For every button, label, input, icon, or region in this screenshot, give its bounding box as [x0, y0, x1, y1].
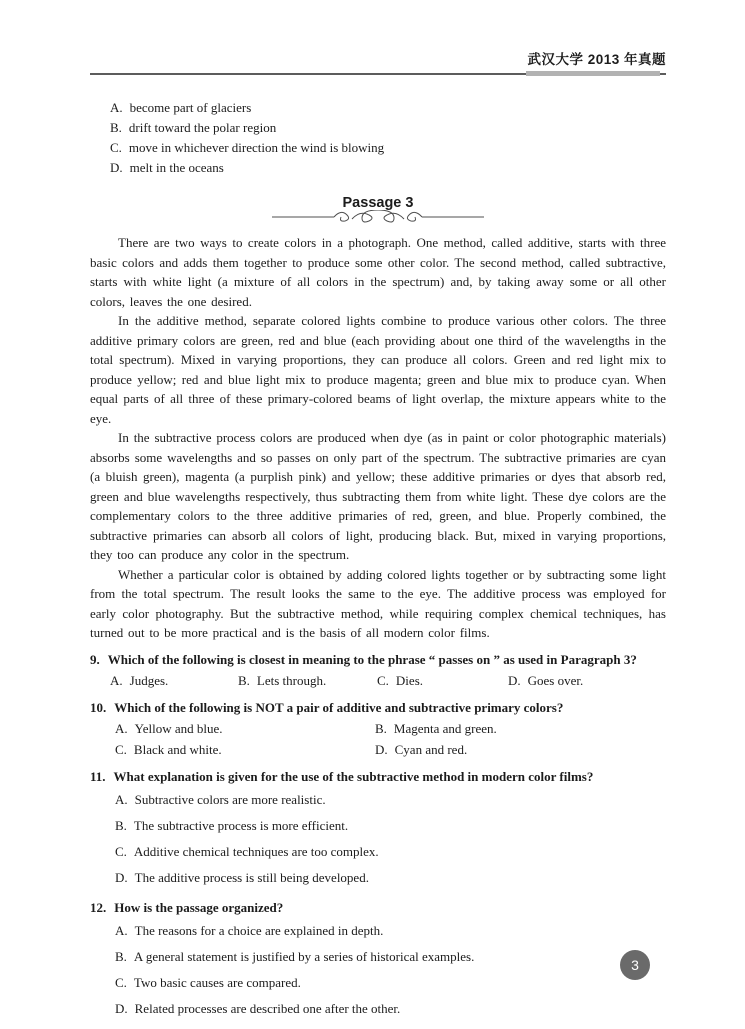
- option-b: [115, 944, 666, 970]
- question-stem: [90, 649, 666, 670]
- option-label: A.: [115, 791, 128, 807]
- option-label: D.: [508, 672, 521, 688]
- option-b: [115, 813, 666, 839]
- exam-page: [90, 48, 666, 1022]
- question-stem: [90, 697, 666, 718]
- option-d: [115, 865, 666, 891]
- question-options: [90, 718, 666, 760]
- option-line: [110, 158, 666, 178]
- question-text: Which of the following is closest in meaning to the phrase “ passes on ” as used in Paragraph 3?: [107, 651, 637, 667]
- option-text: Lets through.: [256, 672, 327, 688]
- option-text: Additive chemical techniques are too complex.: [133, 843, 379, 859]
- passage-paragraph: In the additive method, separate colored lights combine to produce various other colors. The three additive primary colors are green, red and blue (each providing about one third of the wavelengths in the total spectrum). Mixed in varying proportions, they can produce all colors. Green and red light mix to produce yellow; red and blue light mix to produce magenta; green and blue mix to produce cyan. When equal parts of all three of these primary-colored beams of light overlap, the mixture appears white to the eye.: [90, 313, 666, 426]
- question-number: 9.: [90, 651, 100, 667]
- option-label: C.: [115, 741, 127, 757]
- previous-question-options: [90, 98, 666, 178]
- option-label: C.: [115, 974, 127, 990]
- question-options: [90, 918, 666, 1022]
- option-text: Subtractive colors are more realistic.: [134, 791, 326, 807]
- option-text: The subtractive process is more efficient.: [133, 817, 349, 833]
- header-title: 武汉大学 2013 年真题: [527, 52, 666, 67]
- option-label: D.: [110, 160, 123, 175]
- option-text: melt in the oceans: [129, 160, 224, 175]
- option-text: Black and white.: [133, 741, 222, 757]
- option-b: [375, 718, 497, 739]
- question-stem: [90, 766, 666, 787]
- option-text: The reasons for a choice are explained in depth.: [134, 922, 384, 938]
- option-label: D.: [115, 869, 128, 885]
- option-label: D.: [375, 741, 388, 757]
- options-row: [115, 718, 666, 739]
- question-stem: [90, 897, 666, 918]
- option-label: C.: [377, 672, 389, 688]
- option-text: become part of glaciers: [129, 100, 252, 115]
- option-label: C.: [115, 843, 127, 859]
- option-label: B.: [238, 672, 250, 688]
- question-number: 12.: [90, 899, 107, 915]
- option-text: Yellow and blue.: [134, 720, 223, 736]
- option-text: The additive process is still being developed.: [134, 869, 369, 885]
- question-12: [90, 897, 666, 1022]
- option-label: A.: [115, 720, 128, 736]
- option-label: B.: [110, 120, 122, 135]
- question-number: 11.: [90, 768, 106, 784]
- option-text: Judges.: [129, 672, 169, 688]
- option-label: A.: [110, 100, 123, 115]
- question-10: [90, 697, 666, 760]
- question-11: [90, 766, 666, 891]
- page-number-badge: [620, 950, 650, 980]
- option-c: [115, 970, 666, 996]
- ornament-flourish: [90, 210, 666, 224]
- option-line: [110, 118, 666, 138]
- option-a: [110, 670, 238, 691]
- option-b: [238, 670, 377, 691]
- option-label: D.: [115, 1000, 128, 1016]
- passage-paragraph: In the subtractive process colors are produced when dye (as in paint or color photographic materials) absorbs some wavelengths and so passes on only part of the spectrum. The subtractive primaries are cyan (a bluish green), magenta (a purplish pink) and yellow; these additive primaries or dyes that absorb red, green and blue wavelengths respectively, thus subtracting them from white light. These dye colors are the complementary colors to the three additive primaries of red, green, and blue. Properly combined, the subtractive primaries can absorb all colors of light, producing black. But, mixed in varying proportions, they too can produce any color in the spectrum.: [90, 430, 666, 562]
- passage-heading: Passage 3: [342, 195, 414, 211]
- header-accent-bar: [526, 71, 660, 76]
- question-text: What explanation is given for the use of the subtractive method in modern color films?: [113, 768, 594, 784]
- option-label: B.: [115, 817, 127, 833]
- option-d: [375, 739, 467, 760]
- question-text: Which of the following is NOT a pair of additive and subtractive primary colors?: [114, 699, 564, 715]
- option-d: [508, 670, 583, 691]
- option-text: A general statement is justified by a series of historical examples.: [133, 948, 475, 964]
- question-number: 10.: [90, 699, 107, 715]
- option-label: A.: [115, 922, 128, 938]
- passage-paragraph: Whether a particular color is obtained by adding colored lights together or by subtracting some light from the total spectrum. The result looks the same to the eye. The additive process was employed for early color photography. But the subtractive method, while requiring complex chemical techniques, has turned out to be more practical and is the basis of all modern color films.: [90, 566, 666, 640]
- option-label: C.: [110, 140, 122, 155]
- option-a: [115, 787, 666, 813]
- question-text: How is the passage organized?: [114, 899, 284, 915]
- option-c: [115, 739, 375, 760]
- option-a: [115, 718, 375, 739]
- option-text: Related processes are described one after the other.: [134, 1000, 401, 1016]
- passage-body: [90, 233, 666, 643]
- option-line: [110, 138, 666, 158]
- option-label: A.: [110, 672, 123, 688]
- option-text: Cyan and red.: [394, 741, 468, 757]
- option-text: Two basic causes are compared.: [133, 974, 301, 990]
- page-number: 3: [631, 957, 639, 973]
- option-line: [110, 98, 666, 118]
- question-9: [90, 649, 666, 691]
- question-options: [90, 670, 666, 691]
- page-header: [90, 48, 666, 73]
- option-label: B.: [375, 720, 387, 736]
- passage-paragraph: There are two ways to create colors in a photograph. One method, called additive, starts with three basic colors and adds them together to produce some other color. The second method, called subtractive, starts with white light (a mixture of all colors in the spectrum) and, by taking away some or all other colors, leaves the one desired.: [90, 235, 666, 309]
- option-label: B.: [115, 948, 127, 964]
- option-text: Goes over.: [527, 672, 584, 688]
- question-options: [90, 787, 666, 891]
- option-text: Dies.: [395, 672, 424, 688]
- option-a: [115, 918, 666, 944]
- option-text: move in whichever direction the wind is blowing: [128, 140, 385, 155]
- option-text: drift toward the polar region: [128, 120, 277, 135]
- option-c: [377, 670, 508, 691]
- option-d: [115, 996, 666, 1022]
- option-text: Magenta and green.: [393, 720, 497, 736]
- option-c: [115, 839, 666, 865]
- options-row: [115, 739, 666, 760]
